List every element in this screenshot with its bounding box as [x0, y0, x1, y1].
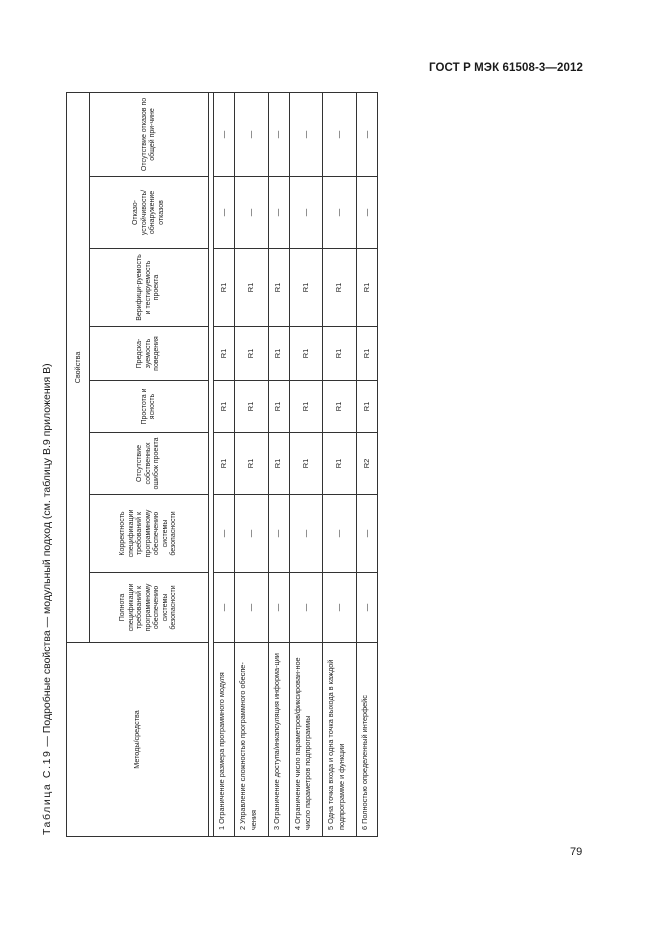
value-cell: R1: [323, 433, 357, 495]
value-cell: R1: [323, 249, 357, 327]
column-header: Отсутствие собственных ошибок проекта: [90, 433, 209, 495]
value-cell: —: [323, 495, 357, 573]
value-cell: —: [356, 177, 377, 249]
value-cell: R1: [235, 433, 269, 495]
method-cell: 6 Полностью определенный интерфейс: [356, 643, 377, 837]
value-cell: —: [235, 177, 269, 249]
value-cell: R1: [356, 381, 377, 433]
value-cell: R1: [214, 327, 235, 381]
value-cell: —: [214, 92, 235, 176]
column-header: Отказо-устойчивость/обнаружение отказов: [90, 177, 209, 249]
value-cell: —: [268, 177, 289, 249]
value-cell: —: [214, 177, 235, 249]
value-cell: R1: [289, 433, 323, 495]
method-cell: 4 Ограничение число параметров/фиксирован-ное число параметров подпрограммы: [289, 643, 323, 837]
value-cell: —: [323, 92, 357, 176]
value-cell: R1: [268, 249, 289, 327]
method-cell: 3 Ограничение доступа/инкапсуляция информа-ции: [268, 643, 289, 837]
method-cell: 5 Одна точка входа и одна точка выхода в каждой подпрограмме и функции: [323, 643, 357, 837]
method-cell: 2 Управление сложностью программного обеспе-чения: [235, 643, 269, 837]
value-cell: R1: [356, 327, 377, 381]
table-row: [356, 92, 377, 836]
column-header: Верифици-руемость и тестируемость проекта: [90, 249, 209, 327]
table-row: [268, 92, 289, 836]
value-cell: —: [356, 92, 377, 176]
value-cell: R1: [214, 249, 235, 327]
value-cell: R1: [235, 327, 269, 381]
value-cell: R1: [289, 249, 323, 327]
value-cell: —: [356, 573, 377, 643]
value-cell: —: [268, 573, 289, 643]
value-cell: R1: [214, 433, 235, 495]
value-cell: —: [235, 573, 269, 643]
rotated-table-frame: [40, 93, 378, 837]
value-cell: R1: [323, 381, 357, 433]
value-cell: R1: [289, 327, 323, 381]
value-cell: —: [323, 573, 357, 643]
value-cell: R1: [235, 381, 269, 433]
value-cell: R1: [356, 249, 377, 327]
value-cell: —: [235, 495, 269, 573]
value-cell: R1: [289, 381, 323, 433]
properties-table: [66, 92, 378, 837]
table-caption-text: — Подробные свойства — модульный подход (см. таблицу B.9 приложения B): [41, 363, 53, 750]
table-row: [214, 92, 235, 836]
method-cell: 1 Ограничение размера программного модуля: [214, 643, 235, 837]
table-row: [235, 92, 269, 836]
column-header: Предска-зуемость поведения: [90, 327, 209, 381]
value-cell: —: [289, 573, 323, 643]
value-cell: R2: [356, 433, 377, 495]
value-cell: R1: [235, 249, 269, 327]
column-header: Полнота спецификации требований к программному обеспечению системы безопасности: [90, 573, 209, 643]
value-cell: —: [268, 92, 289, 176]
value-cell: —: [214, 495, 235, 573]
value-cell: R1: [214, 381, 235, 433]
value-cell: —: [289, 92, 323, 176]
column-header: Простота и ясность: [90, 381, 209, 433]
value-cell: —: [268, 495, 289, 573]
value-cell: —: [235, 92, 269, 176]
value-cell: R1: [268, 381, 289, 433]
value-cell: —: [289, 495, 323, 573]
table-caption-lead: Таблица C.19: [41, 749, 53, 835]
standard-header: ГОСТ Р МЭК 61508-3—2012: [429, 62, 583, 74]
table-row: [323, 92, 357, 836]
method-column-header: Методы/средства: [67, 643, 209, 837]
properties-group-header: Свойства: [67, 92, 90, 642]
page-number: 79: [570, 846, 583, 858]
value-cell: —: [214, 573, 235, 643]
table-row: [289, 92, 323, 836]
value-cell: —: [356, 495, 377, 573]
value-cell: —: [289, 177, 323, 249]
value-cell: —: [323, 177, 357, 249]
table-caption: [40, 91, 64, 837]
value-cell: R1: [268, 327, 289, 381]
value-cell: R1: [268, 433, 289, 495]
value-cell: R1: [323, 327, 357, 381]
column-header: Корректность спецификации требований к программному обеспечению системы безопасности: [90, 495, 209, 573]
column-header: Отсутствие отказов по общей при-чине: [90, 92, 209, 176]
